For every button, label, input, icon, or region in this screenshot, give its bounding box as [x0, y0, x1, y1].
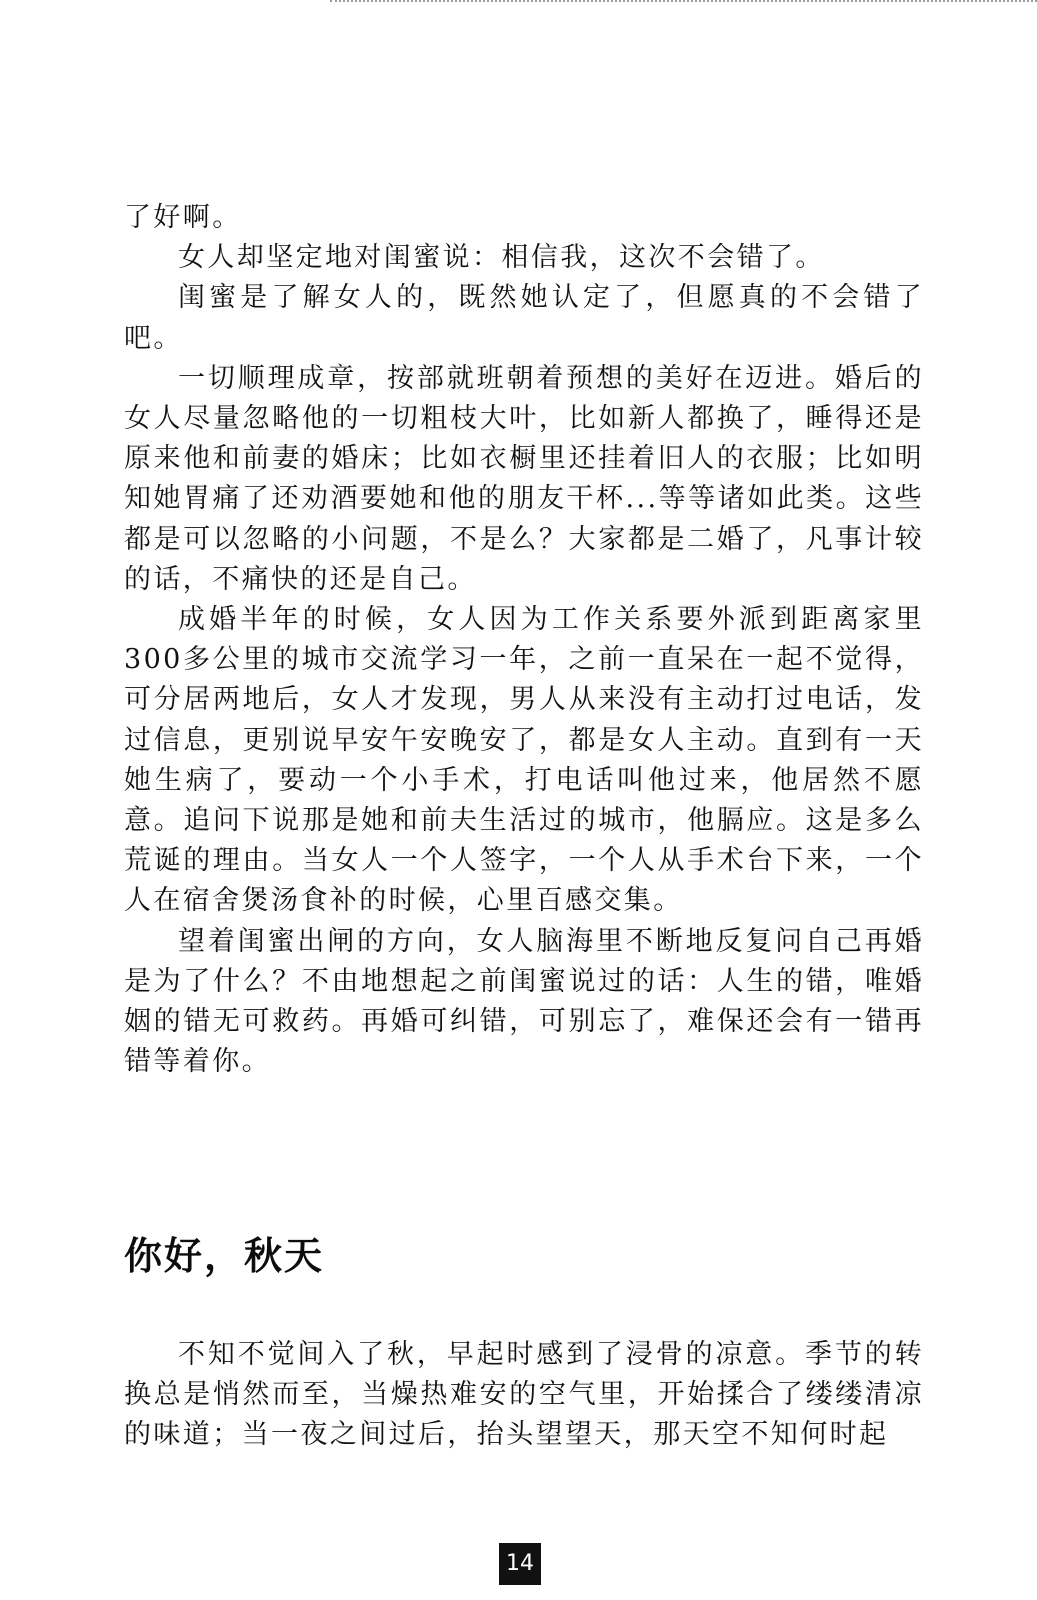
paragraph: 女人却坚定地对闺蜜说：相信我，这次不会错了。	[178, 242, 825, 274]
paragraph: 不知不觉间入了秋，早起时感到了浸骨的凉意。季节的转换总是悄然而至，当燥热难安的空气里，开始揉合了缕缕清凉的味道；当一夜之间过后，抬头望望天，那天空不知何时起	[124, 1339, 924, 1451]
paragraph: 闺蜜是了解女人的，既然她认定了，但愿真的不会错了吧。	[124, 282, 924, 354]
paragraph: 成婚半年的时候，女人因为工作关系要外派到距离家里300多公里的城市交流学习一年，之前一直呆在一起不觉得，可分居两地后，女人才发现，男人从来没有主动打过电话，发过信息，更别说早安午安晚安了，都是女人主动。直到有一天她生病了，要动一个小手术，打电话叫他过来，他居然不愿意。追问下说那是她和前夫生活过的城市，他膈应。这是多么荒诞的理由。当女人一个人签字，一个人从手术台下来，一个人在宿舍煲汤食补的时候，心里百感交集。	[124, 604, 924, 917]
top-border-rule	[330, 0, 1037, 2]
section-text-block	[124, 1335, 924, 1456]
page-number: 14	[499, 1543, 541, 1585]
paragraph-continued: 了好啊。	[124, 202, 242, 233]
paragraph: 望着闺蜜出闸的方向，女人脑海里不断地反复问自己再婚是为了什么？不由地想起之前闺蜜说过的话：人生的错，唯婚姻的错无可救药。再婚可纠错，可别忘了，难保还会有一错再错等着你。	[124, 925, 924, 1078]
continued-text-block	[124, 198, 924, 1082]
paragraph: 一切顺理成章，按部就班朝着预想的美好在迈进。婚后的女人尽量忽略他的一切粗枝大叶，比如新人都换了，睡得还是原来他和前妻的婚床；比如衣橱里还挂着旧人的衣服；比如明知她胃痛了还劝酒要她和他的朋友干杯...等等诸如此类。这些都是可以忽略的小问题，不是么？大家都是二婚了，凡事计较的话，不痛快的还是自己。	[124, 362, 924, 595]
section-title: 你好，秋天	[124, 1234, 325, 1278]
